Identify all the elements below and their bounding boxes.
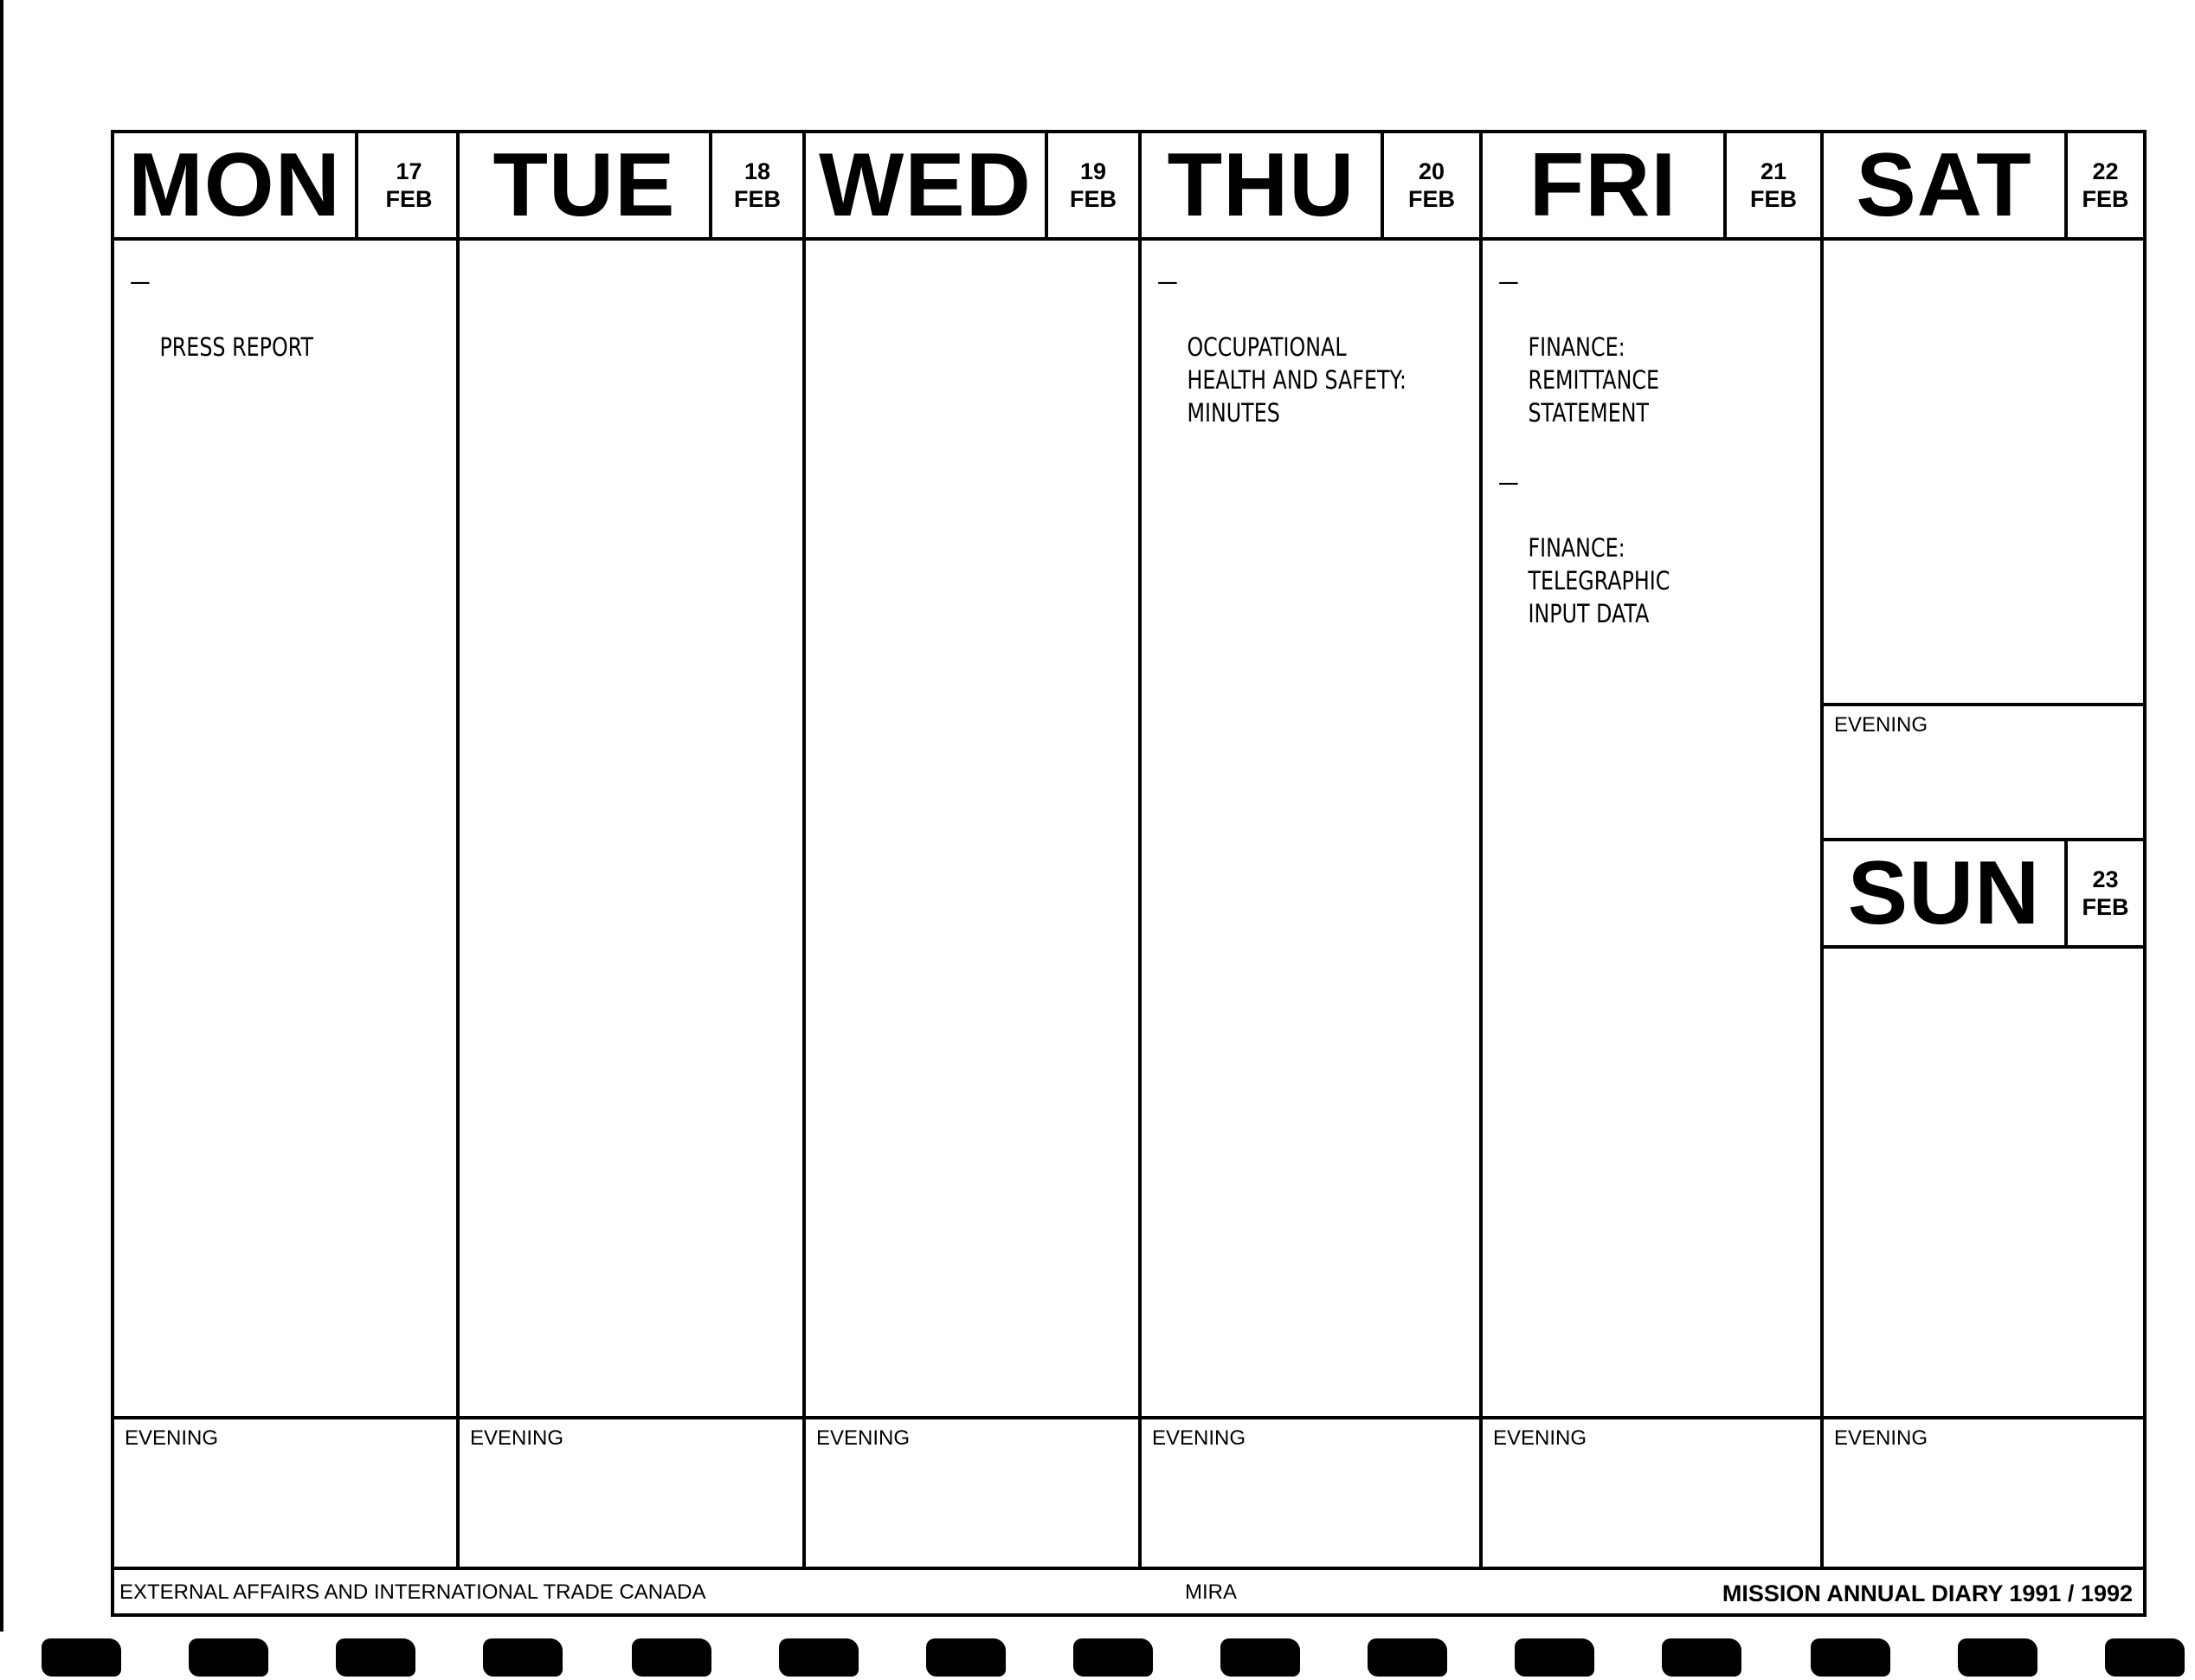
date-month: FEB — [1070, 186, 1117, 212]
day-header — [460, 133, 802, 241]
evening-section-sun — [1824, 1416, 2143, 1567]
evening-label: EVENING — [816, 1426, 911, 1450]
day-header — [1483, 133, 1820, 241]
day-header-sat — [1824, 133, 2143, 241]
day-body — [1483, 241, 1820, 1416]
date-month: FEB — [2082, 186, 2129, 212]
date-box — [2068, 841, 2143, 945]
evening-section — [460, 1416, 802, 1567]
binder-hole — [42, 1638, 121, 1677]
diary-entry — [1157, 265, 1455, 429]
diary-entry — [1498, 265, 1796, 429]
date-box — [2068, 133, 2143, 237]
page-margin-line — [0, 0, 3, 1632]
footer-publisher: EXTERNAL AFFAIRS AND INTERNATIONAL TRADE CANADA — [119, 1580, 706, 1604]
binder-holes — [0, 1638, 2195, 1680]
day-column-wed — [802, 133, 1138, 1567]
binder-hole — [632, 1638, 711, 1677]
date-month: FEB — [385, 186, 433, 212]
entry-list — [1498, 265, 1862, 666]
binder-hole — [926, 1638, 1006, 1677]
day-name: FRI — [1483, 133, 1727, 237]
date-box — [362, 133, 456, 237]
date-box — [1048, 133, 1138, 237]
binder-hole — [483, 1638, 563, 1677]
date-month: FEB — [1750, 186, 1797, 212]
day-name: MON — [114, 133, 358, 237]
date-day: 19 — [1079, 158, 1107, 184]
binder-hole — [1073, 1638, 1153, 1677]
day-name: THU — [1142, 133, 1384, 237]
evening-section-sat — [1824, 703, 2143, 841]
binder-hole — [1958, 1638, 2037, 1677]
binder-hole — [779, 1638, 859, 1677]
entry-dash: — — [130, 267, 151, 296]
diary-footer — [114, 1567, 2143, 1613]
binder-hole — [336, 1638, 415, 1677]
diary-entry — [1498, 466, 1796, 630]
entry-text: PRESS REPORT — [159, 332, 314, 362]
date-day: 22 — [2092, 158, 2119, 184]
footer-system: MIRA — [1185, 1580, 1237, 1604]
day-body — [114, 241, 456, 1416]
date-box — [712, 133, 802, 237]
day-header — [1142, 133, 1479, 241]
binder-hole — [2105, 1638, 2185, 1677]
day-header — [806, 133, 1138, 241]
evening-label: EVENING — [1493, 1426, 1587, 1450]
day-name: SUN — [1824, 841, 2068, 945]
entry-text: FINANCE: TELEGRAPHIC INPUT DATA — [1528, 533, 1670, 628]
date-day: 18 — [743, 158, 771, 184]
day-name: WED — [806, 133, 1048, 237]
evening-section — [1142, 1416, 1479, 1567]
day-name: TUE — [460, 133, 712, 237]
footer-diary-title: MISSION ANNUAL DIARY 1991 / 1992 — [1722, 1580, 2133, 1606]
day-column-tue — [456, 133, 802, 1567]
date-day: 23 — [2092, 866, 2119, 892]
binder-hole — [1220, 1638, 1300, 1677]
binder-hole — [1515, 1638, 1594, 1677]
day-column-fri — [1479, 133, 1820, 1567]
entry-list — [130, 265, 493, 400]
binder-hole — [1662, 1638, 1741, 1677]
day-body — [460, 241, 802, 1416]
date-day: 21 — [1760, 158, 1787, 184]
evening-label: EVENING — [125, 1426, 219, 1450]
entry-dash: — — [1157, 267, 1178, 296]
evening-label: EVENING — [470, 1426, 564, 1450]
binder-hole — [189, 1638, 268, 1677]
evening-label: EVENING — [1834, 713, 1928, 737]
day-header — [114, 133, 456, 241]
binder-hole — [1368, 1638, 1447, 1677]
day-column-weekend — [1820, 133, 2143, 1567]
date-box — [1727, 133, 1820, 237]
diary-week-grid — [111, 130, 2147, 1617]
entry-list — [1157, 265, 1521, 466]
day-column-mon — [114, 133, 456, 1567]
diary-entry — [130, 265, 428, 364]
evening-label: EVENING — [1152, 1426, 1246, 1450]
day-body — [806, 241, 1138, 1416]
date-month: FEB — [2082, 894, 2129, 920]
date-month: FEB — [1408, 186, 1455, 212]
day-column-thu — [1138, 133, 1479, 1567]
evening-section — [114, 1416, 456, 1567]
entry-dash: — — [1498, 267, 1519, 296]
evening-section — [806, 1416, 1138, 1567]
evening-label: EVENING — [1834, 1426, 1928, 1450]
binder-hole — [1811, 1638, 1890, 1677]
day-name: SAT — [1824, 133, 2068, 237]
entry-dash: — — [1498, 467, 1519, 497]
date-day: 20 — [1418, 158, 1445, 184]
evening-section — [1483, 1416, 1820, 1567]
entry-text: OCCUPATIONAL HEALTH AND SAFETY: MINUTES — [1187, 332, 1406, 428]
day-body — [1142, 241, 1479, 1416]
date-box — [1384, 133, 1479, 237]
date-day: 17 — [396, 158, 422, 184]
day-header-sun — [1824, 841, 2143, 949]
entry-text: FINANCE: REMITTANCE STATEMENT — [1528, 332, 1659, 428]
date-month: FEB — [734, 186, 781, 212]
